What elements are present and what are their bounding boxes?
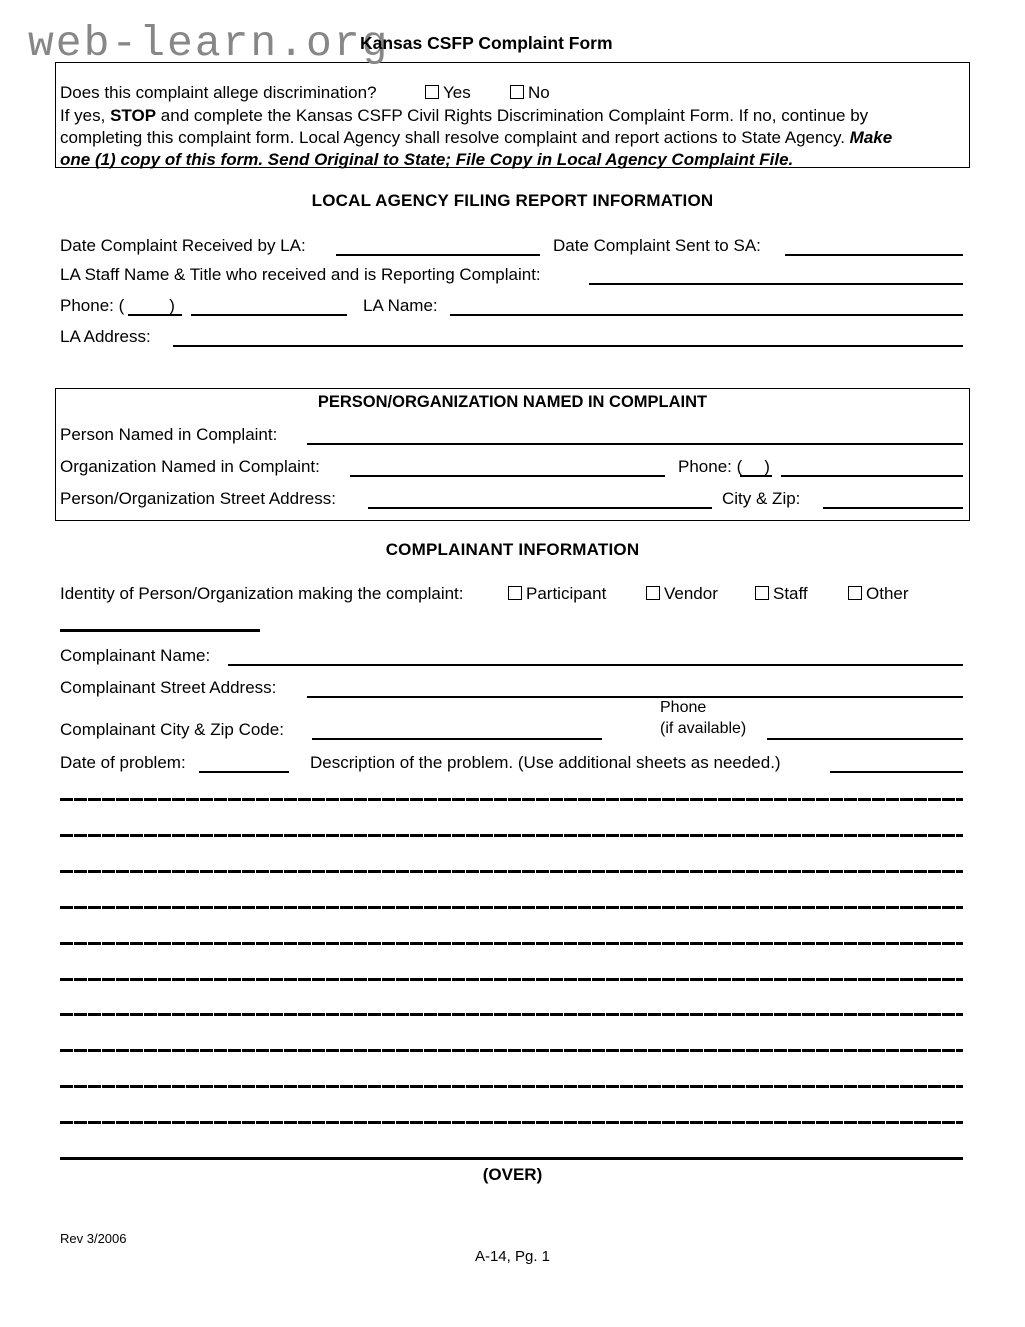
description-line[interactable] xyxy=(60,1157,963,1160)
date-complaint-sent-input[interactable] xyxy=(785,254,963,256)
checkbox-other[interactable] xyxy=(848,583,909,604)
checkbox-vendor[interactable] xyxy=(646,583,718,604)
la-address-input[interactable] xyxy=(173,345,963,347)
description-line[interactable] xyxy=(60,1085,963,1088)
discrimination-instruction-line-2 xyxy=(60,127,892,148)
complainant-city-zip-input[interactable] xyxy=(312,738,602,740)
person-org-street-input[interactable] xyxy=(368,507,712,509)
complainant-street-label: Complainant Street Address: xyxy=(60,678,277,697)
date-complaint-received-label: Date Complaint Received by LA: xyxy=(60,236,306,255)
watermark-web-learn: web-learn.org xyxy=(28,19,390,68)
instruction-text-b: and complete the Kansas CSFP Civil Rights Discrimination Complaint Form. If no, continue by xyxy=(156,106,869,125)
description-line[interactable] xyxy=(60,978,963,981)
page-title: Kansas CSFP Complaint Form xyxy=(360,33,613,53)
la-phone-areacode-input[interactable] xyxy=(128,314,182,316)
named-city-zip-input[interactable] xyxy=(823,507,963,509)
instruction-text-c: completing this complaint form. Local Agency shall resolve complaint and report actions to State Agency. xyxy=(60,128,850,147)
complainant-phone-label-line1: Phone xyxy=(660,699,707,716)
description-line[interactable] xyxy=(60,942,963,945)
description-line[interactable] xyxy=(60,1049,963,1052)
checkbox-participant[interactable] xyxy=(508,583,606,604)
description-line[interactable] xyxy=(60,1121,963,1124)
local-agency-section-heading: LOCAL AGENCY FILING REPORT INFORMATION xyxy=(311,191,714,210)
description-line[interactable] xyxy=(60,1013,963,1016)
la-name-input[interactable] xyxy=(450,314,963,316)
checkbox-vendor-box[interactable] xyxy=(646,586,660,600)
checkbox-yes-label: Yes xyxy=(443,83,471,102)
discrimination-instruction-line-3 xyxy=(60,149,793,170)
description-line[interactable] xyxy=(60,906,963,909)
person-named-input[interactable] xyxy=(307,443,963,445)
date-of-problem-label: Date of problem: xyxy=(60,753,186,772)
checkbox-yes-box[interactable] xyxy=(425,85,439,99)
discrimination-question-label: Does this complaint allege discrimination? xyxy=(60,83,377,102)
organization-named-label: Organization Named in Complaint: xyxy=(60,457,320,476)
description-first-input[interactable] xyxy=(830,771,963,773)
named-phone-label-close: ) xyxy=(764,457,770,476)
checkbox-staff[interactable] xyxy=(755,583,808,604)
person-org-street-label: Person/Organization Street Address: xyxy=(60,489,336,508)
la-phone-label-open: Phone: ( xyxy=(60,296,125,315)
checkbox-no[interactable] xyxy=(510,82,550,103)
complainant-street-input[interactable] xyxy=(307,696,963,698)
la-phone-label-close: ) xyxy=(169,296,175,315)
checkbox-no-box[interactable] xyxy=(510,85,524,99)
revision-label: Rev 3/2006 xyxy=(60,1231,127,1246)
complainant-name-label: Complainant Name: xyxy=(60,646,211,665)
date-complaint-sent-label: Date Complaint Sent to SA: xyxy=(553,236,761,255)
complainant-city-zip-label: Complainant City & Zip Code: xyxy=(60,720,284,739)
make-emphasis: Make xyxy=(849,128,893,147)
description-line[interactable] xyxy=(60,798,963,801)
la-name-label: LA Name: xyxy=(363,296,438,315)
checkbox-participant-label: Participant xyxy=(526,584,607,603)
checkbox-staff-label: Staff xyxy=(773,584,808,603)
instruction-text-a: If yes, xyxy=(60,106,111,125)
discrimination-instruction-line-1 xyxy=(60,105,868,126)
la-staff-name-label: LA Staff Name & Title who received and is Reporting Complaint: xyxy=(60,265,541,284)
checkbox-other-label: Other xyxy=(866,584,909,603)
checkbox-yes[interactable] xyxy=(425,82,471,103)
identity-label: Identity of Person/Organization making the complaint: xyxy=(60,584,464,603)
stop-emphasis: STOP xyxy=(110,106,157,125)
complainant-phone-label-line2: (if available) xyxy=(660,720,747,737)
description-line[interactable] xyxy=(60,834,963,837)
date-of-problem-input[interactable] xyxy=(199,771,289,773)
identity-other-input[interactable] xyxy=(60,629,260,632)
la-address-label: LA Address: xyxy=(60,327,151,346)
page-identifier: A-14, Pg. 1 xyxy=(474,1248,551,1265)
organization-named-input[interactable] xyxy=(350,475,665,477)
copy-instruction-emphasis: one (1) copy of this form. Send Original to State; File Copy in Local Agency Complaint File. xyxy=(60,150,794,169)
person-named-label: Person Named in Complaint: xyxy=(60,425,278,444)
checkbox-staff-box[interactable] xyxy=(755,586,769,600)
complainant-name-input[interactable] xyxy=(228,664,963,666)
description-line[interactable] xyxy=(60,870,963,873)
named-phone-label-open: Phone: ( xyxy=(678,457,743,476)
over-marker: (OVER) xyxy=(482,1165,543,1184)
complainant-section-heading: COMPLAINANT INFORMATION xyxy=(385,540,640,559)
named-phone-number-input[interactable] xyxy=(781,475,963,477)
named-phone-areacode-input[interactable] xyxy=(740,475,772,477)
description-label: Description of the problem. (Use additional sheets as needed.) xyxy=(310,753,781,772)
named-city-zip-label: City & Zip: xyxy=(722,489,801,508)
la-staff-name-input[interactable] xyxy=(589,283,963,285)
checkbox-no-label: No xyxy=(528,83,550,102)
la-phone-number-input[interactable] xyxy=(191,314,347,316)
checkbox-participant-box[interactable] xyxy=(508,586,522,600)
checkbox-other-box[interactable] xyxy=(848,586,862,600)
date-complaint-received-input[interactable] xyxy=(336,254,540,256)
complainant-phone-input[interactable] xyxy=(767,738,963,740)
checkbox-vendor-label: Vendor xyxy=(664,584,718,603)
named-box-heading: PERSON/ORGANIZATION NAMED IN COMPLAINT xyxy=(317,393,708,411)
